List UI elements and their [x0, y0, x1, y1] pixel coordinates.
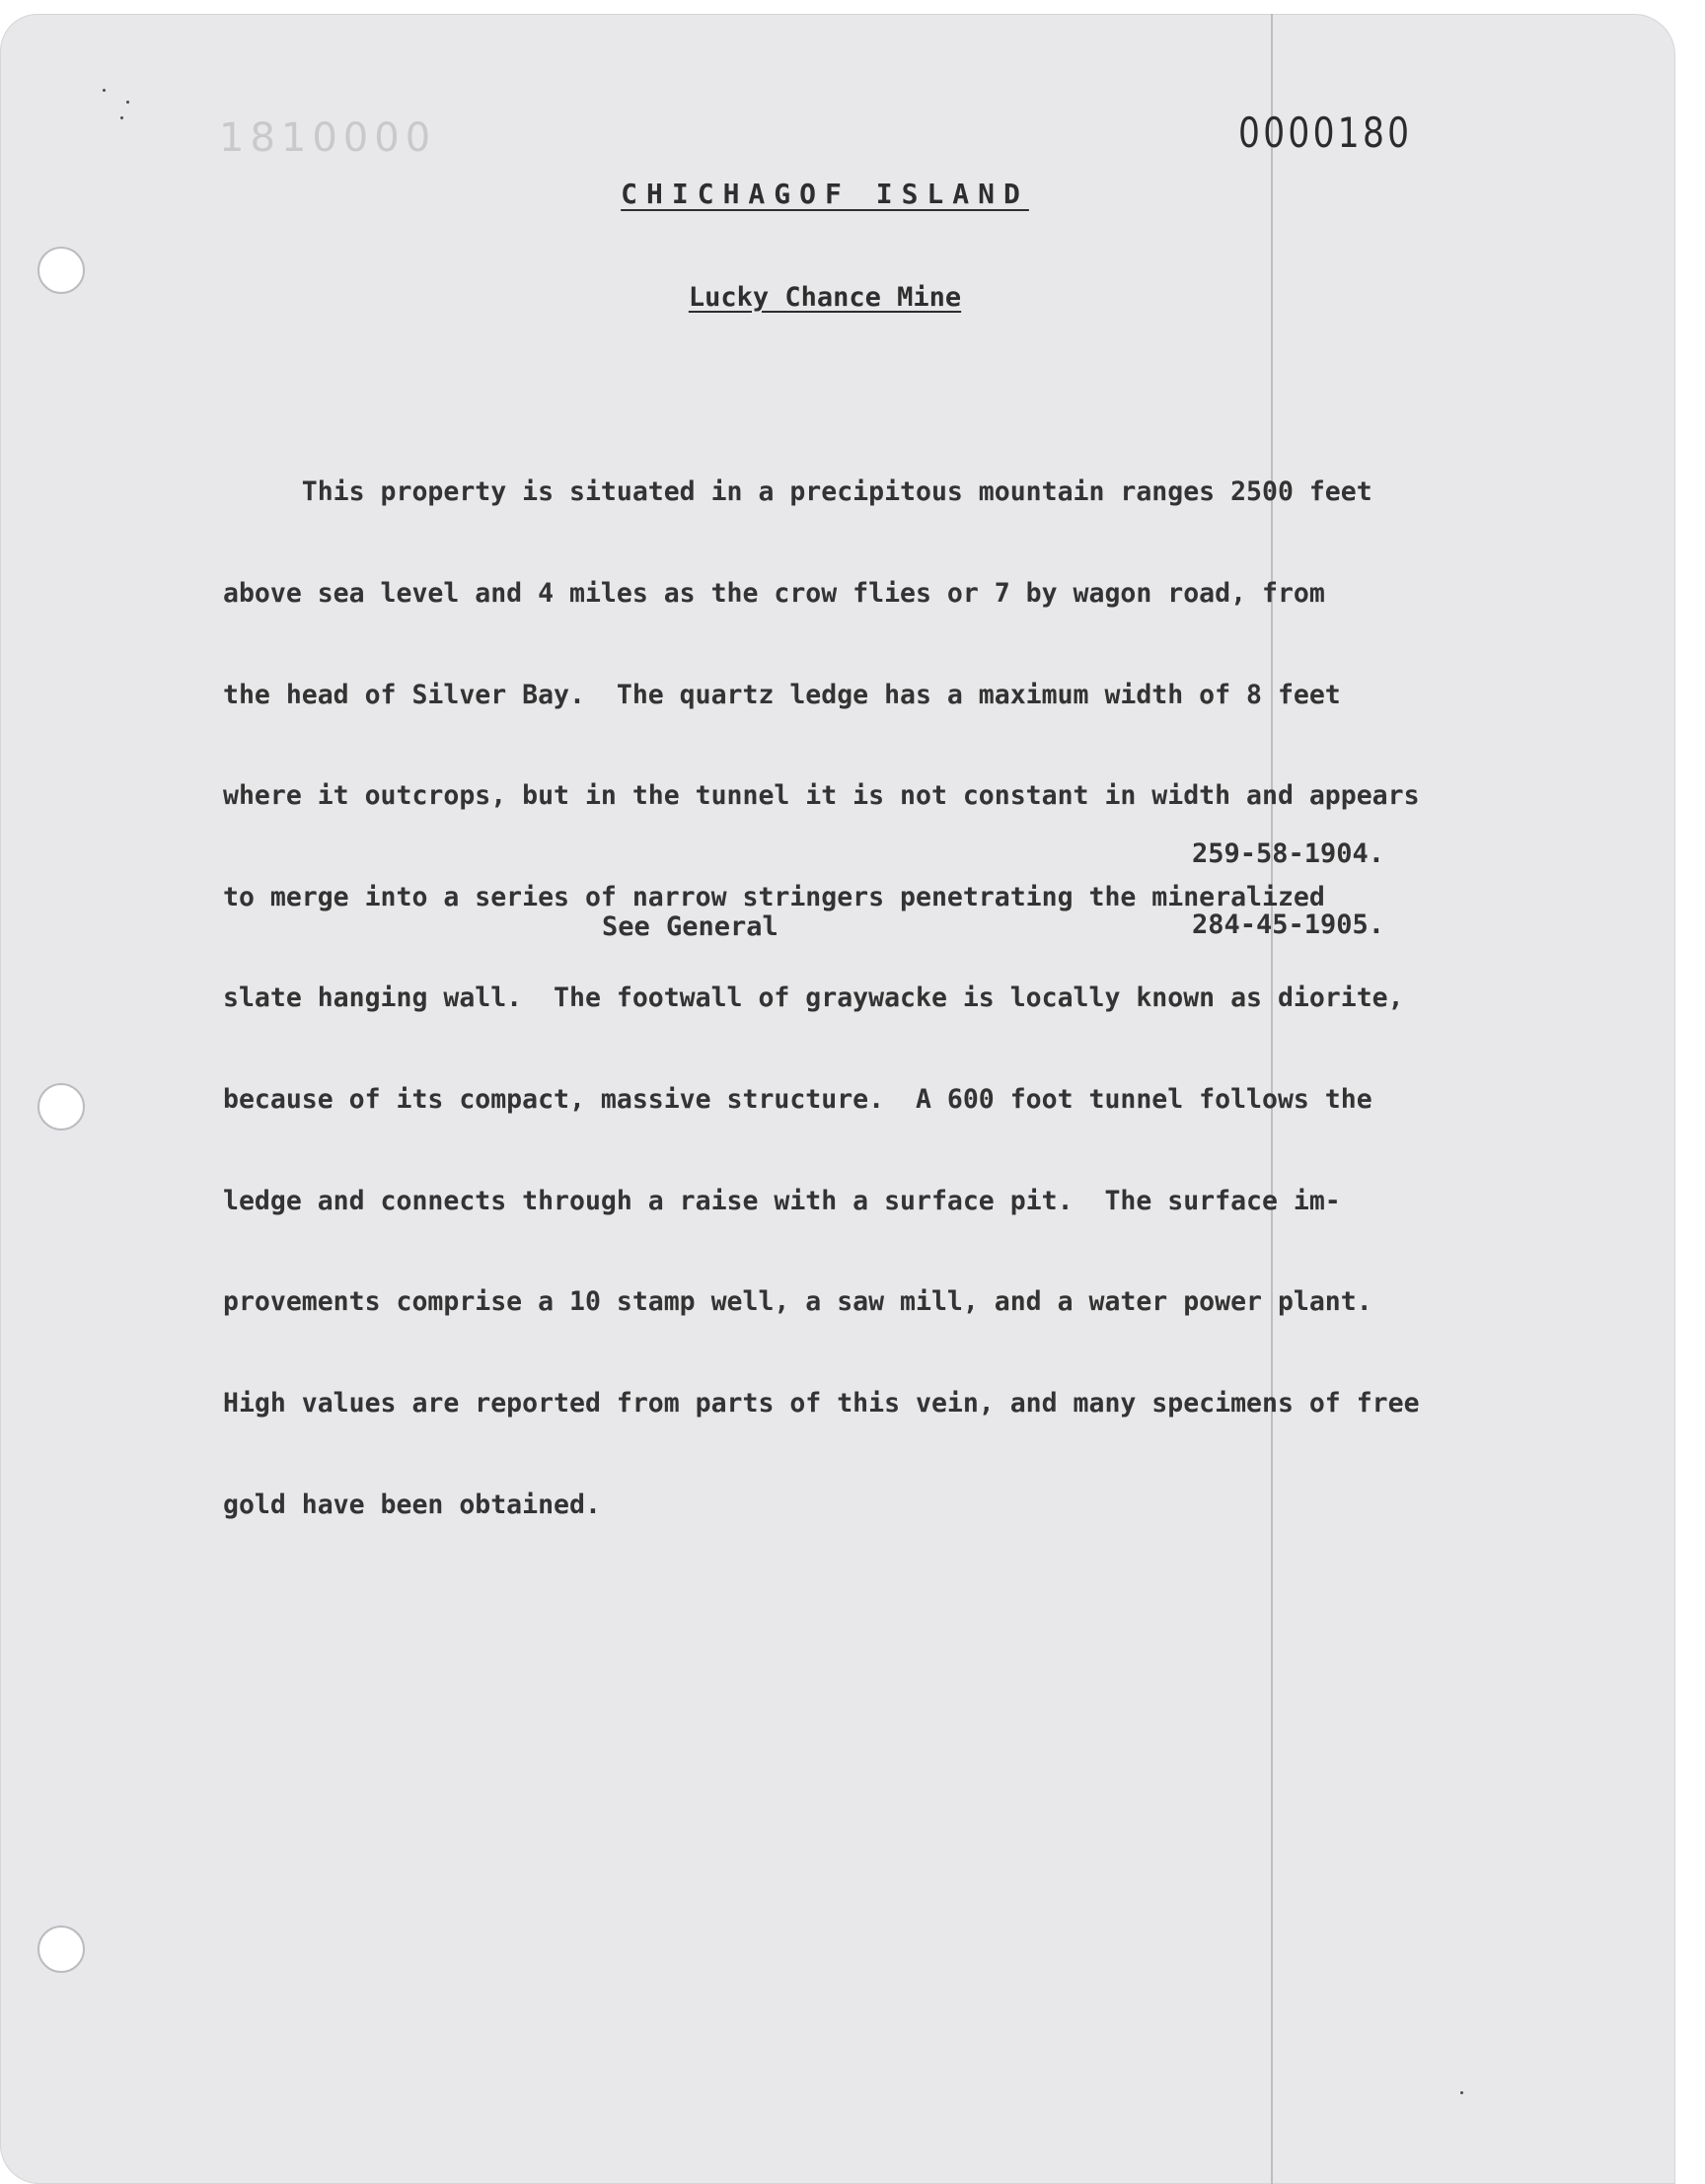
paragraph-line: ledge and connects through a raise with a surface pit. The surface im- — [223, 1185, 1341, 1216]
paragraph-line: slate hanging wall. The footwall of graywacke is locally known as diorite, — [223, 983, 1404, 1014]
page-subtitle: Lucky Chance Mine — [688, 282, 962, 313]
faint-stamped-number: 1810000 — [219, 115, 437, 161]
punch-hole-middle — [37, 1083, 85, 1130]
paragraph-line: where it outcrops, but in the tunnel it is not constant in width and appears — [223, 780, 1420, 812]
paragraph-line: above sea level and 4 miles as the crow flies or 7 by wagon road, from — [223, 578, 1325, 610]
dust-speck — [120, 116, 123, 119]
paragraph-line: because of its compact, massive structure. A 600 foot tunnel follows the — [223, 1084, 1372, 1116]
see-general-note: See General — [602, 911, 778, 942]
paragraph-line: This property is situated in a precipitous mountain ranges 2500 feet — [223, 476, 1372, 508]
paragraph-line: gold have been obtained. — [223, 1489, 601, 1520]
dust-speck — [1460, 2091, 1463, 2094]
punch-hole-bottom — [37, 1926, 85, 1973]
paragraph-line: the head of Silver Bay. The quartz ledge has a maximum width of 8 feet — [223, 679, 1341, 710]
paragraph-line: provements comprise a 10 stamp well, a saw mill, and a water power plant. — [223, 1286, 1372, 1318]
paragraph-line: High values are reported from parts of this vein, and many specimens of free — [223, 1387, 1420, 1419]
dust-speck — [126, 101, 129, 104]
reference-citation: 284-45-1905. — [1192, 910, 1385, 940]
dust-speck — [103, 89, 106, 92]
page-title: CHICHAGOF ISLAND — [621, 178, 1029, 210]
document-sheet — [0, 14, 1675, 2184]
body-paragraph — [223, 408, 1506, 1589]
paragraph-line: to merge into a series of narrow stringers penetrating the mineralized — [223, 881, 1325, 912]
reference-citation: 259-58-1904. — [1192, 838, 1385, 869]
document-number: 0000180 — [1238, 109, 1413, 157]
